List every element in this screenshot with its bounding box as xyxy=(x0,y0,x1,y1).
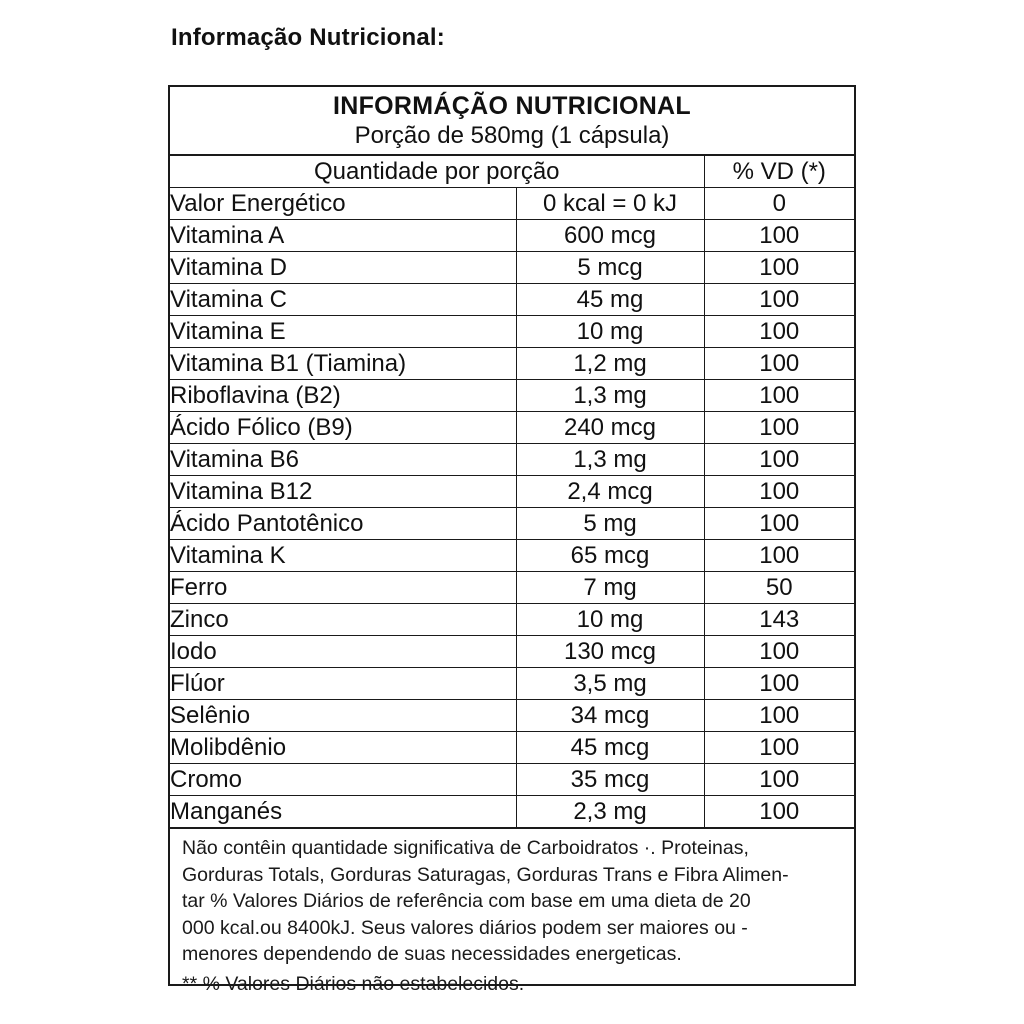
nutrient-amount: 34 mcg xyxy=(516,700,704,732)
nutrient-vd: 50 xyxy=(704,572,854,604)
nutrient-name: Vitamina B12 xyxy=(170,476,516,508)
nutrient-name: Valor Energético xyxy=(170,188,516,220)
table-row xyxy=(170,444,854,476)
nutrient-amount: 7 mg xyxy=(516,572,704,604)
nutrient-name: Molibdênio xyxy=(170,732,516,764)
table-row xyxy=(170,668,854,700)
nutrient-name: Flúor xyxy=(170,668,516,700)
nutrient-vd: 100 xyxy=(704,380,854,412)
nutrient-vd: 100 xyxy=(704,348,854,380)
nutrient-amount: 1,3 mg xyxy=(516,380,704,412)
table-row xyxy=(170,604,854,636)
table-row xyxy=(170,412,854,444)
table-row xyxy=(170,316,854,348)
nutrient-vd: 100 xyxy=(704,508,854,540)
quantity-header: Quantidade por porção xyxy=(170,156,704,188)
nutrient-name: Vitamina C xyxy=(170,284,516,316)
nutrient-amount: 1,3 mg xyxy=(516,444,704,476)
table-row xyxy=(170,380,854,412)
nutrient-amount: 65 mcg xyxy=(516,540,704,572)
table-row xyxy=(170,252,854,284)
vd-header: % VD (*) xyxy=(704,156,854,188)
serving-size: Porção de 580mg (1 cápsula) xyxy=(354,122,670,149)
nutrient-vd: 100 xyxy=(704,252,854,284)
footnote-line: ** % Valores Diários não estabelecidos. xyxy=(182,972,525,995)
nutrient-amount: 45 mg xyxy=(516,284,704,316)
nutrient-name: Vitamina K xyxy=(170,540,516,572)
nutrient-vd: 100 xyxy=(704,732,854,764)
nutrient-name: Manganés xyxy=(170,796,516,829)
nutrient-amount: 2,4 mcg xyxy=(516,476,704,508)
nutrient-name: Riboflavina (B2) xyxy=(170,380,516,412)
table-row xyxy=(170,764,854,796)
nutrient-vd: 100 xyxy=(704,444,854,476)
nutrient-name: Selênio xyxy=(170,700,516,732)
table-row xyxy=(170,732,854,764)
table-row xyxy=(170,188,854,220)
nutrient-vd: 100 xyxy=(704,668,854,700)
panel-title-block xyxy=(170,87,854,156)
nutrient-vd: 100 xyxy=(704,764,854,796)
nutrient-vd: 0 xyxy=(704,188,854,220)
nutrient-amount: 2,3 mg xyxy=(516,796,704,829)
nutrient-name: Cromo xyxy=(170,764,516,796)
nutrient-amount: 45 mcg xyxy=(516,732,704,764)
footnote-line: menores dependendo de suas necessidades energeticas. xyxy=(182,943,682,965)
footnote-line: Gorduras Totals, Gorduras Saturagas, Gorduras Trans e Fibra Alimen- xyxy=(182,863,789,886)
nutrient-amount: 130 mcg xyxy=(516,636,704,668)
nutrient-vd: 100 xyxy=(704,476,854,508)
nutrient-vd: 100 xyxy=(704,220,854,252)
table-row xyxy=(170,348,854,380)
nutrient-name: Zinco xyxy=(170,604,516,636)
nutrition-facts-panel xyxy=(168,85,856,995)
panel-title: INFORMÁÇÃO NUTRICIONAL xyxy=(333,92,691,120)
table-row xyxy=(170,572,854,604)
table-header-row xyxy=(170,156,854,188)
nutrient-name: Vitamina B6 xyxy=(170,444,516,476)
nutrient-amount: 10 mg xyxy=(516,604,704,636)
nutrient-vd: 100 xyxy=(704,316,854,348)
nutrient-vd: 143 xyxy=(704,604,854,636)
table-row xyxy=(170,796,854,829)
table-row xyxy=(170,508,854,540)
nutrient-amount: 240 mcg xyxy=(516,412,704,444)
nutrient-name: Vitamina A xyxy=(170,220,516,252)
table-row xyxy=(170,636,854,668)
table-row xyxy=(170,284,854,316)
table-row xyxy=(170,700,854,732)
table-row xyxy=(170,476,854,508)
nutrient-vd: 100 xyxy=(704,412,854,444)
nutrient-amount: 10 mg xyxy=(516,316,704,348)
nutrient-name: Ácido Pantotênico xyxy=(170,508,516,540)
nutrition-table xyxy=(170,156,854,829)
nutrient-name: Ferro xyxy=(170,572,516,604)
footnote xyxy=(170,829,854,997)
nutrient-vd: 100 xyxy=(704,540,854,572)
footnote-line: tar % Valores Diários de referência com base em uma dieta de 20 xyxy=(182,890,751,912)
table-row xyxy=(170,540,854,572)
footnote-line: Não contêin quantidade significativa de Carboidratos ·. Proteinas, xyxy=(182,837,749,859)
nutrient-vd: 100 xyxy=(704,796,854,829)
nutrient-amount: 5 mcg xyxy=(516,252,704,284)
nutrient-name: Vitamina D xyxy=(170,252,516,284)
nutrient-amount: 3,5 mg xyxy=(516,668,704,700)
nutrient-vd: 100 xyxy=(704,636,854,668)
nutrient-amount: 1,2 mg xyxy=(516,348,704,380)
nutrient-amount: 0 kcal = 0 kJ xyxy=(516,188,704,220)
nutrient-name: Vitamina E xyxy=(170,316,516,348)
nutrient-vd: 100 xyxy=(704,284,854,316)
nutrient-amount: 600 mcg xyxy=(516,220,704,252)
nutrient-vd: 100 xyxy=(704,700,854,732)
nutrient-name: Vitamina B1 (Tiamina) xyxy=(170,348,516,380)
page-heading: Informação Nutricional: xyxy=(171,24,445,51)
nutrient-name: Iodo xyxy=(170,636,516,668)
nutrient-name: Ácido Fólico (B9) xyxy=(170,412,516,444)
nutrient-amount: 5 mg xyxy=(516,508,704,540)
nutrient-amount: 35 mcg xyxy=(516,764,704,796)
table-row xyxy=(170,220,854,252)
footnote-line: 000 kcal.ou 8400kJ. Seus valores diários podem ser maiores ou - xyxy=(182,916,748,939)
